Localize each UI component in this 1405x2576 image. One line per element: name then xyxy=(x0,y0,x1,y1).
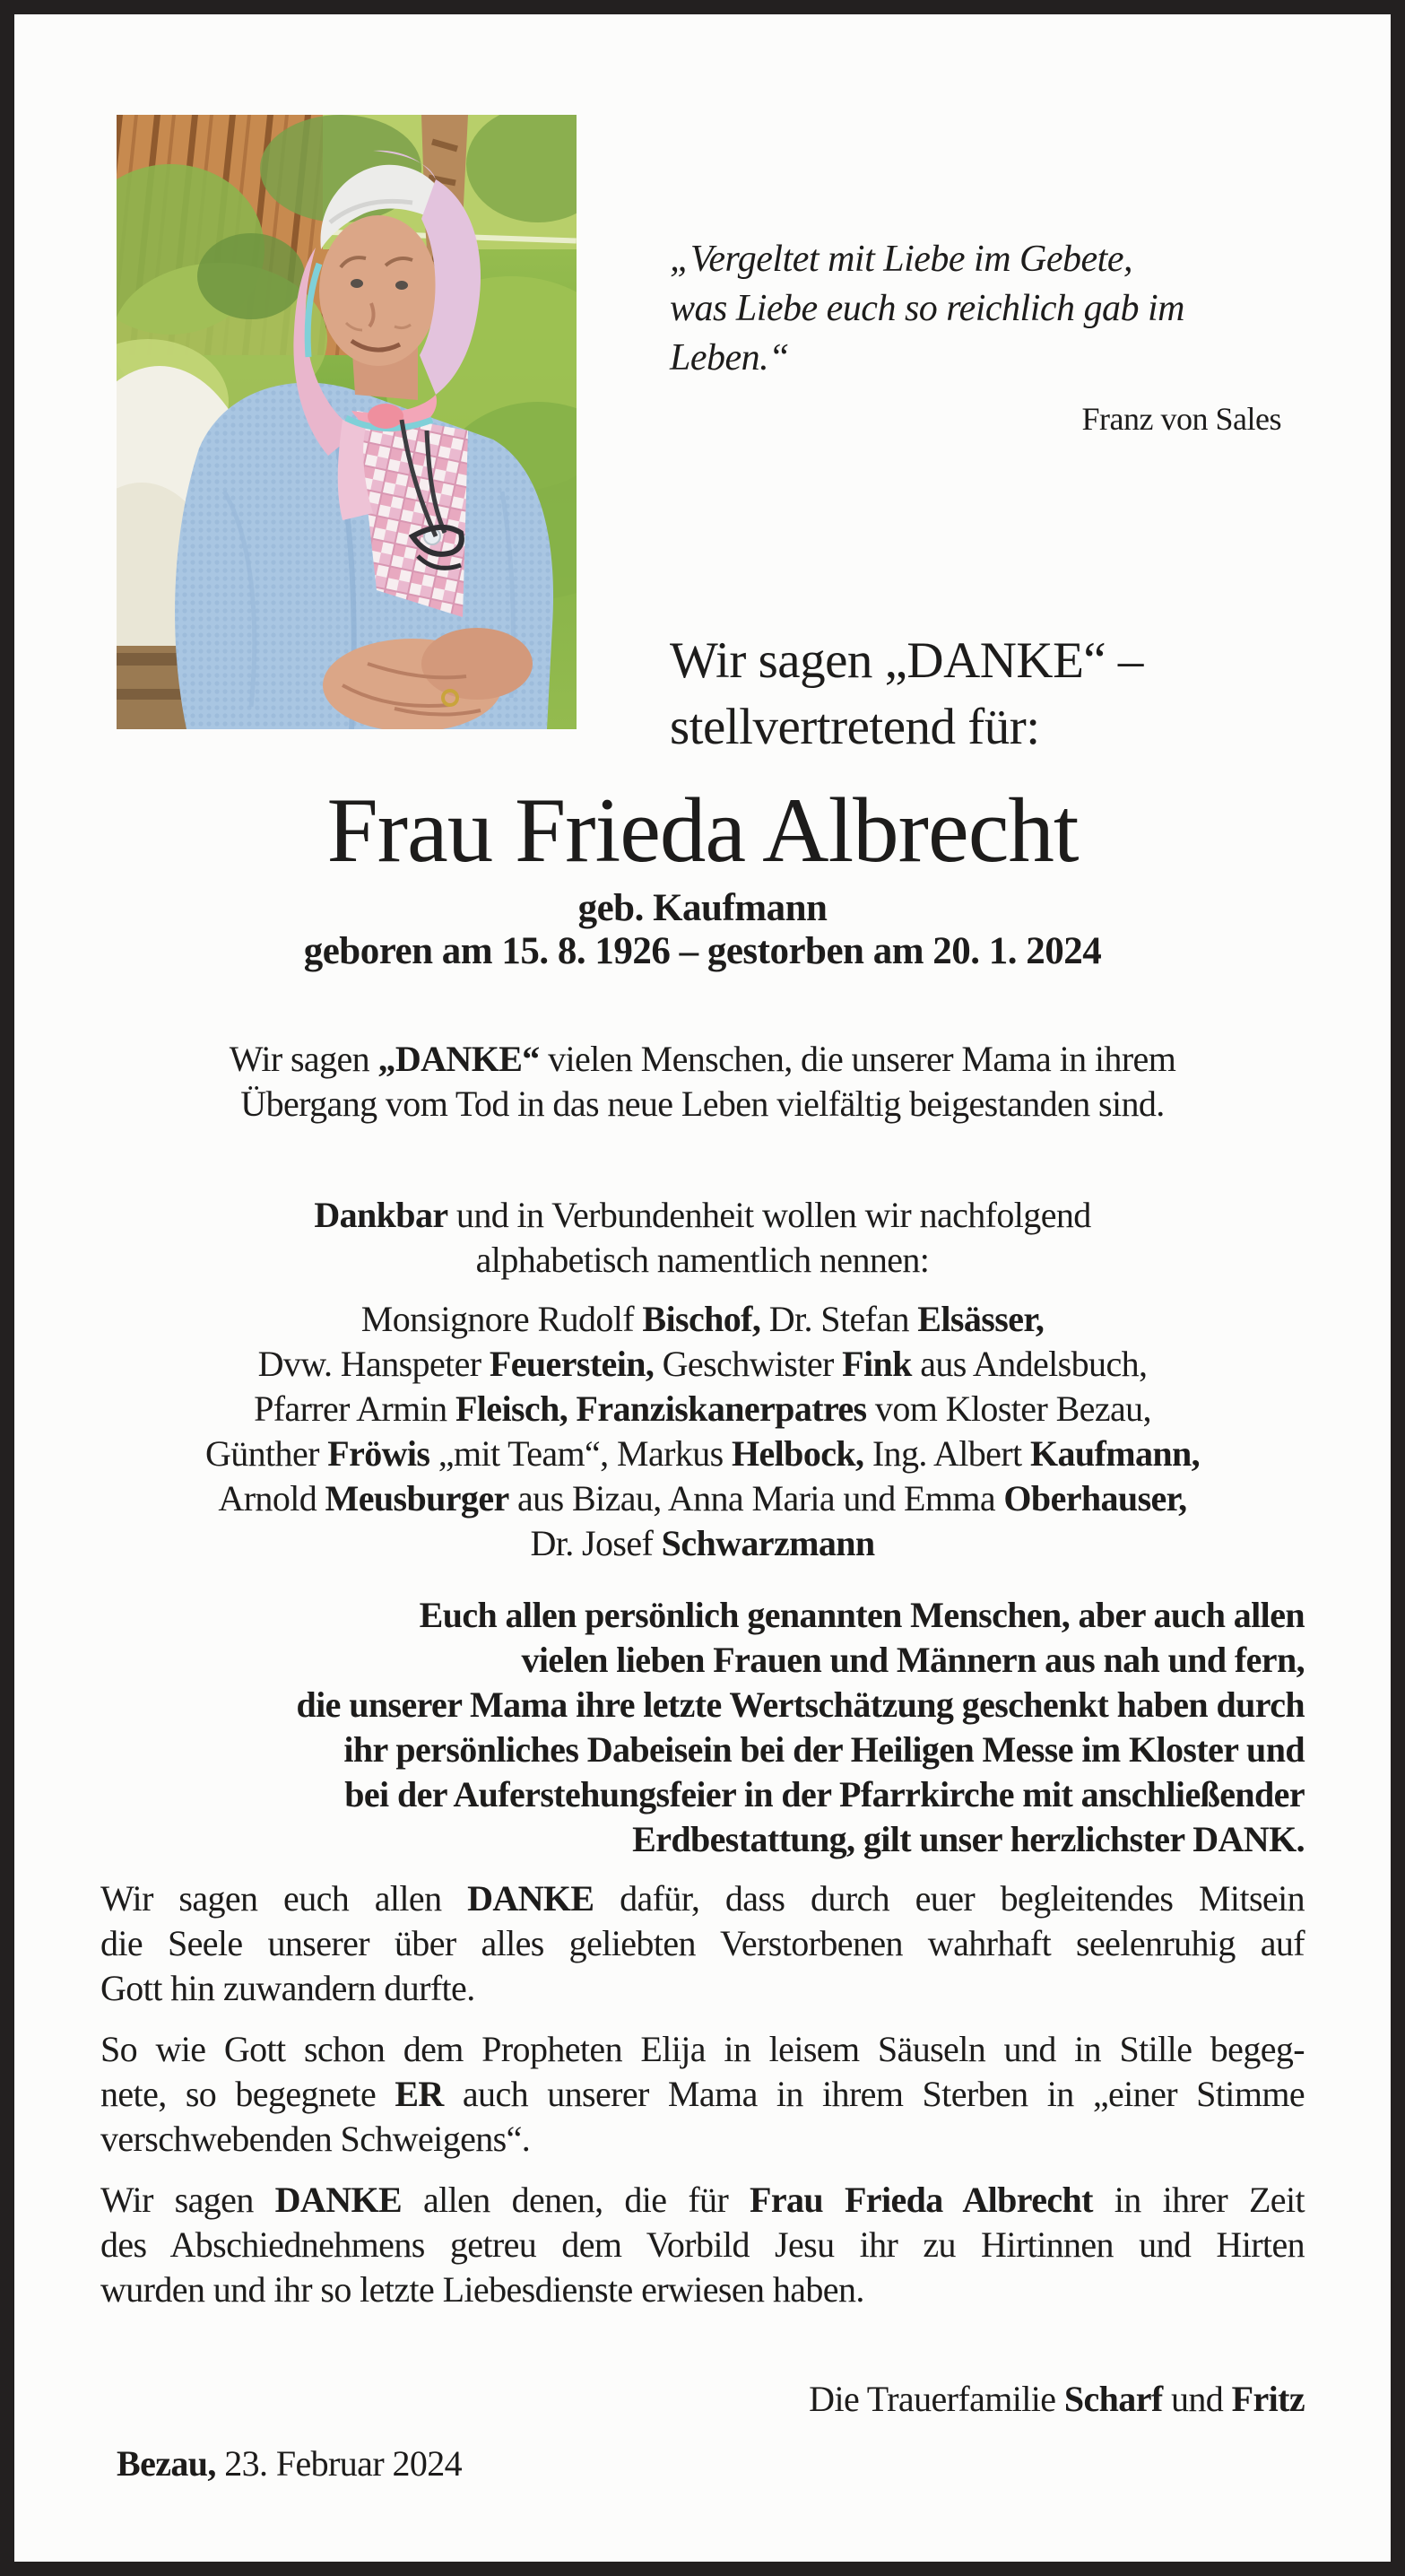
life-dates: geboren am 15. 8. 1926 – gestorben am 20. 1. 2024 xyxy=(303,930,1102,972)
paragraph-line: Wir sagen „DANKE“ vielen Menschen, die unserer Mama in ihrem xyxy=(229,1039,1176,1079)
named-thanks-list xyxy=(100,1297,1305,1566)
dateline: Bezau, 23. Februar 2024 xyxy=(117,2443,463,2484)
paragraph-line: wurden und ihr so letzte Liebesdienste erwiesen haben. xyxy=(100,2269,864,2310)
paragraph-line: Übergang vom Tod in das neue Leben vielfältig beigestanden sind. xyxy=(240,1083,1165,1124)
tribute-line: Erdbestattung, gilt unser herzlichster DANK. xyxy=(632,1819,1305,1859)
paragraph-gratitude-note xyxy=(100,1193,1305,1283)
paragraph-companionship xyxy=(100,1876,1305,2011)
paragraph-line: Gott hin zuwandern durfte. xyxy=(100,1968,475,2008)
tribute-line: die unserer Mama ihre letzte Wertschätzung geschenkt haben durch xyxy=(296,1684,1305,1725)
paragraph-line: nete, so begegnete ER auch unserer Mama in ihrem Sterben in „einer Stimme xyxy=(100,2074,1305,2114)
paragraph-line: des Abschiednehmens getreu dem Vorbild Jesu ihr zu Hirtinnen und Hirten xyxy=(100,2224,1305,2265)
tribute-line: vielen lieben Frauen und Männern aus nah und fern, xyxy=(521,1640,1305,1680)
quote-attribution: Franz von Sales xyxy=(1081,401,1281,437)
deceased-name: Frau Frieda Albrecht xyxy=(326,779,1079,882)
names-line: Günther Fröwis „mit Team“, Markus Helbock, Ing. Albert Kaufmann, xyxy=(204,1433,1201,1474)
paragraph-elija xyxy=(100,2027,1305,2162)
paragraph-line: Wir sagen DANKE allen denen, die für Frau Frieda Albrecht in ihrer Zeit xyxy=(100,2180,1305,2220)
names-line: Pfarrer Armin Fleisch, Franziskanerpatres vom Kloster Bezau, xyxy=(254,1388,1151,1429)
paragraph-shepherds xyxy=(100,2178,1305,2312)
paragraph-line: alphabetisch namentlich nennen: xyxy=(475,1240,930,1280)
quote-line: was Liebe euch so reichlich gab im Leben.“ xyxy=(670,288,1185,379)
tribute-block xyxy=(100,1593,1305,1862)
quote-line: „Vergeltet mit Liebe im Gebete, xyxy=(670,239,1132,280)
portrait-photo xyxy=(117,115,577,729)
paragraph-thanks-intro xyxy=(100,1037,1305,1127)
tribute-line: ihr persönliches Dabeisein bei der Heiligen Messe im Kloster und xyxy=(343,1729,1305,1770)
portrait-photo-graphic xyxy=(117,115,577,729)
intro-statement xyxy=(670,628,1297,761)
paragraph-line: Wir sagen euch allen DANKE dafür, dass durch euer begleitendes Mitsein xyxy=(100,1878,1305,1919)
maiden-name: geb. Kaufmann xyxy=(577,887,828,929)
intro-line: Wir sagen „DANKE“ – xyxy=(670,632,1143,689)
names-line: Monsignore Rudolf Bischof, Dr. Stefan Elsässer, xyxy=(360,1299,1045,1339)
tribute-line: Euch allen persönlich genannten Menschen, aber auch allen xyxy=(419,1595,1305,1635)
tribute-line: bei der Auferstehungsfeier in der Pfarrkirche mit anschließender xyxy=(344,1774,1305,1815)
paragraph-line: die Seele unserer über alles geliebten Verstorbenen wahrhaft seelenruhig auf xyxy=(100,1923,1305,1963)
intro-line: stellvertretend für: xyxy=(670,699,1040,755)
paragraph-line: Dankbar und in Verbundenheit wollen wir nachfolgend xyxy=(314,1195,1091,1235)
paragraph-line: verschwebenden Schweigens“. xyxy=(100,2119,531,2159)
names-line: Dr. Josef Schwarzmann xyxy=(530,1523,875,1563)
paragraph-line: So wie Gott schon dem Propheten Elija in leisem Säuseln und in Stille begeg- xyxy=(100,2029,1305,2069)
names-line: Arnold Meusburger aus Bizau, Anna Maria und Emma Oberhauser, xyxy=(218,1478,1187,1519)
names-line: Dvw. Hanspeter Feuerstein, Geschwister Fink aus Andelsbuch, xyxy=(257,1344,1148,1384)
memorial-quote xyxy=(670,235,1290,439)
closing-family-line: Die Trauerfamilie Scharf und Fritz xyxy=(809,2379,1305,2419)
